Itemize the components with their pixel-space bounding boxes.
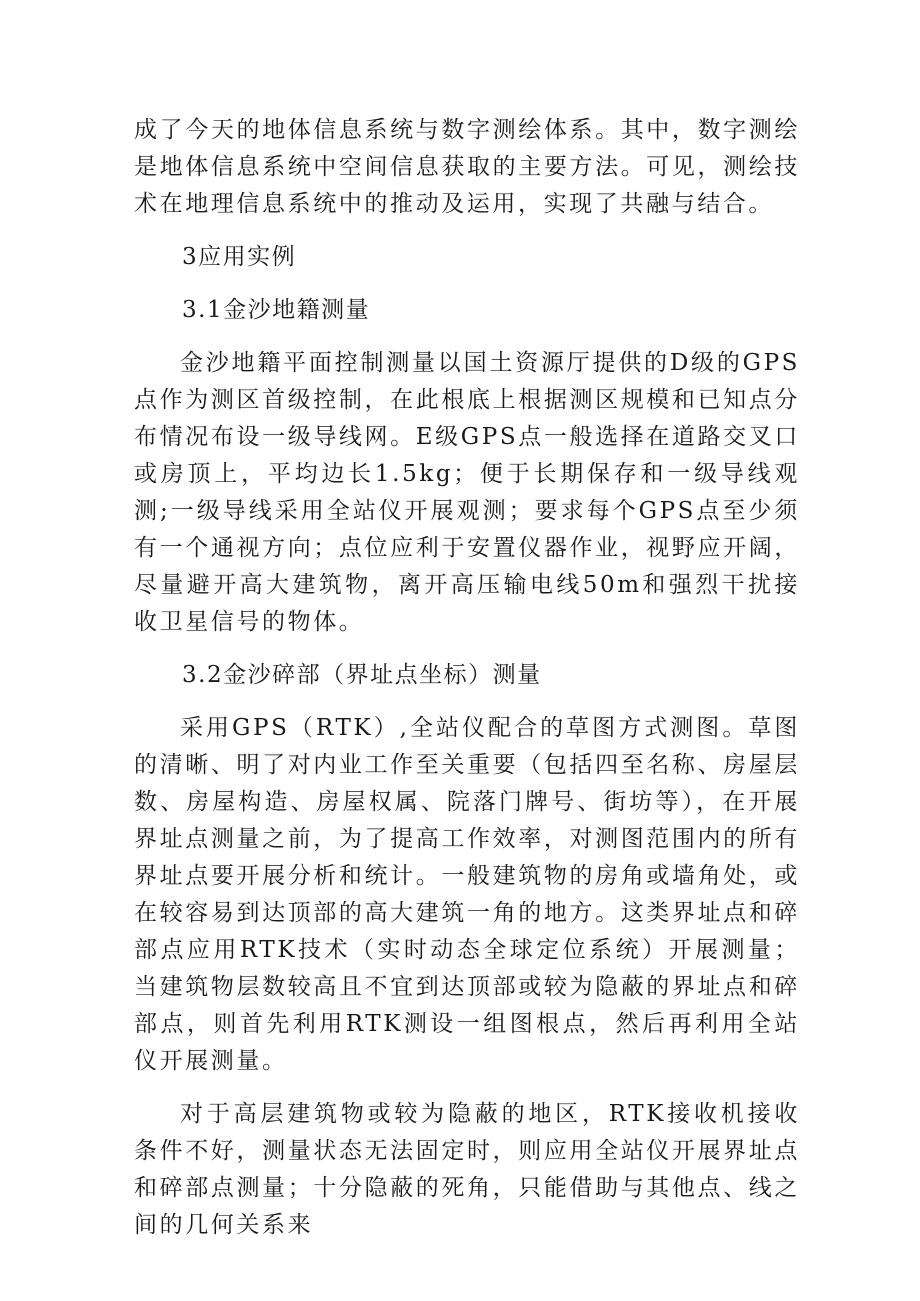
spacer bbox=[134, 329, 800, 345]
section-heading-3-1: 3.1金沙地籍测量 bbox=[182, 297, 371, 323]
document-page bbox=[134, 112, 800, 1244]
section-heading-3-2: 3.2金沙碎部（界址点坐标）测量 bbox=[182, 662, 542, 688]
section-3-1-paragraph: 金沙地籍平面控制测量以国土资源厅提供的D级的GPS点作为测区首级控制，在此根底上根据测区规模和已知点分布情况布设一级导线网。E级GPS点一般选择在道路交叉口或房顶上，平均边长1.5kg；便于长期保存和一级导线观测;一级导线采用全站仪开展观测；要求每个GPS点至少须有一个通视方向；点位应利于安置仪器作业，视野应开阔，尽量避开高大建筑物，离开高压输电线50m和强烈干扰接收卫星信号的物体。 bbox=[134, 350, 800, 635]
spacer bbox=[134, 1080, 800, 1096]
section-3-2-paragraph-2: 对于高层建筑物或较为隐蔽的地区，RTK接收机接收条件不好，测量状态无法固定时，则应用全站仪开展界址点和碎部点测量；十分隐蔽的死角，只能借助与其他点、线之间的几何关系来 bbox=[134, 1101, 800, 1238]
spacer bbox=[134, 641, 800, 657]
spacer bbox=[134, 223, 800, 239]
spacer bbox=[134, 694, 800, 710]
intro-paragraph: 成了今天的地体信息系统与数字测绘体系。其中，数字测绘是地体信息系统中空间信息获取的主要方法。可见，测绘技术在地理信息系统中的推动及运用，实现了共融与结合。 bbox=[134, 117, 800, 217]
spacer bbox=[134, 276, 800, 292]
section-heading-3: 3应用实例 bbox=[182, 244, 297, 270]
section-3-2-paragraph: 采用GPS（RTK）,全站仪配合的草图方式测图。草图的清晰、明了对内业工作至关重要（包括四至名称、房屋层数、房屋构造、房屋权属、院落门牌号、街坊等），在开展界址点测量之前，为了提高工作效率，对测图范围内的所有界址点要开展分析和统计。一般建筑物的房角或墙角处，或在较容易到达顶部的高大建筑一角的地方。这类界址点和碎部点应用RTK技术（实时动态全球定位系统）开展测量；当建筑物层数较高且不宜到达顶部或较为隐蔽的界址点和碎部点，则首先利用RTK测设一组图根点，然后再利用全站仪开展测量。 bbox=[134, 715, 800, 1074]
